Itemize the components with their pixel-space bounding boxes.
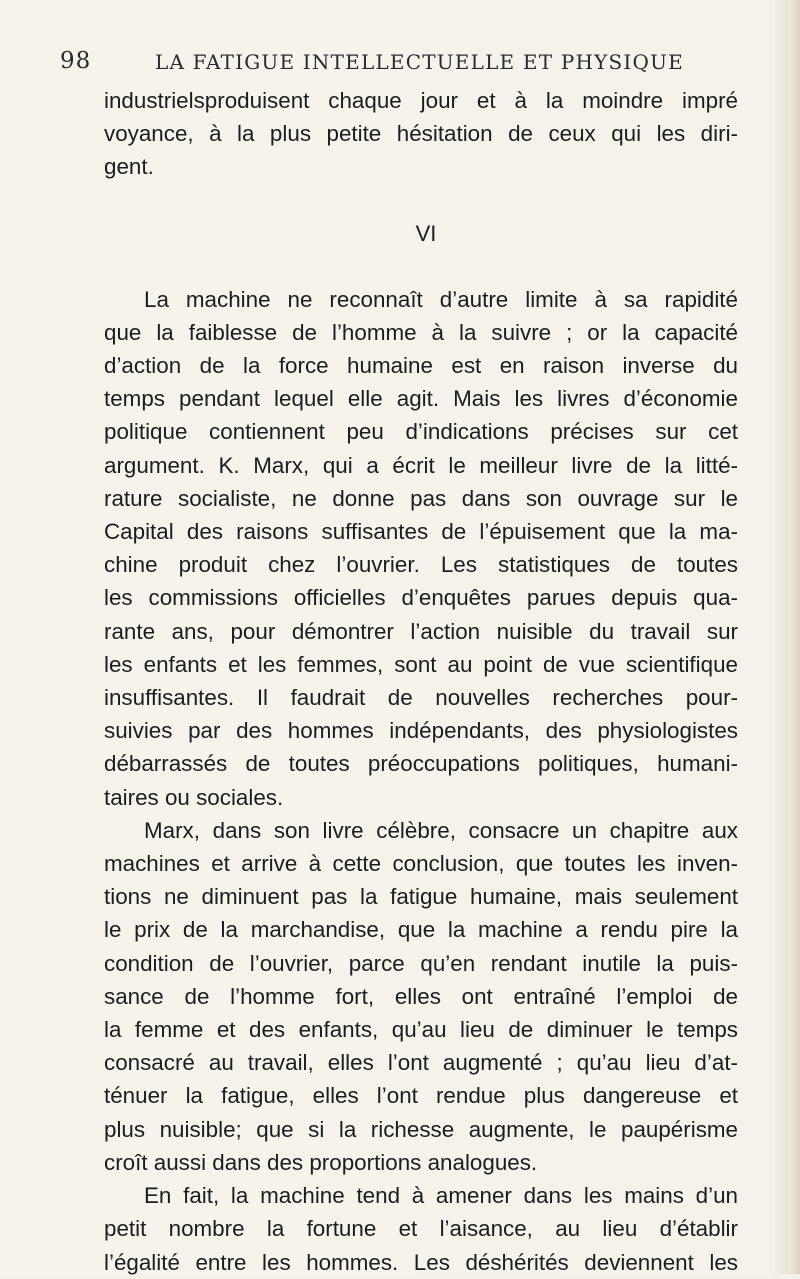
- text-line: rante ans, pour démontrer l’action nuisible du travail sur: [104, 618, 738, 644]
- section-heading: VI: [415, 220, 437, 246]
- text-line: petit nombre la fortune et l’aisance, au lieu d’établir: [104, 1216, 738, 1242]
- text-line: les commissions officielles d’enquêtes parues depuis qua-: [104, 585, 738, 611]
- page-number: 98: [60, 48, 92, 74]
- text-line: temps pendant lequel elle agit. Mais les livres d’économie: [104, 386, 738, 412]
- text-line: que la faiblesse de l’homme à la suivre ; or la capacité: [104, 319, 738, 345]
- text-line: suivies par des hommes indépendants, des physiologistes: [104, 718, 738, 744]
- text-line: En fait, la machine tend à amener dans les mains d’un: [144, 1183, 738, 1209]
- text-line: Marx, dans son livre célèbre, consacre un chapitre aux: [144, 817, 738, 843]
- text-line: insuffisantes. Il faudrait de nouvelles recherches pour-: [104, 685, 738, 711]
- text-line: débarrassés de toutes préoccupations politiques, humani-: [104, 751, 738, 777]
- text-line: le prix de la marchandise, que la machine a rendu pire la: [104, 917, 738, 943]
- body-text: [104, 84, 738, 1279]
- text-line: les enfants et les femmes, sont au point de vue scientifique: [104, 651, 738, 677]
- text-line: voyance, à la plus petite hésitation de ceux qui les diri-: [104, 121, 738, 147]
- running-head: [60, 48, 684, 88]
- text-line: La machine ne reconnaît d’autre limite à sa rapidité: [144, 286, 738, 312]
- paragraph-machine-limits: [104, 283, 738, 814]
- text-line: industrielsproduisent chaque jour et à la moindre impré: [104, 88, 738, 113]
- text-line: condition de l’ouvrier, parce qu’en rendant inutile la puis-: [104, 950, 738, 976]
- text-line: politique contiennent peu d’indications précises sur cet: [104, 419, 738, 445]
- text-line: plus nuisible; que si la richesse augmente, le paupérisme: [104, 1116, 738, 1142]
- text-line: rature socialiste, ne donne pas dans son ouvrage sur le: [104, 485, 738, 511]
- running-title: LA FATIGUE INTELLECTUELLE ET PHYSIQUE: [155, 50, 684, 74]
- text-line: croît aussi dans des proportions analogues.: [104, 1149, 538, 1175]
- text-line: machines et arrive à cette conclusion, que toutes les inven-: [104, 851, 738, 877]
- text-line: Capital des raisons suffisantes de l’épuisement que la ma-: [104, 519, 738, 545]
- text-line: d’action de la force humaine est en raison inverse du: [104, 353, 738, 379]
- text-line: la femme et des enfants, qu’au lieu de diminuer le temps: [104, 1017, 738, 1043]
- text-line: ténuer la fatigue, elles l’ont rendue plus dangereuse et: [104, 1083, 738, 1109]
- paragraph-marx-conclusion: [104, 814, 738, 1179]
- text-line: chine produit chez l’ouvrier. Les statistiques de toutes: [104, 552, 738, 578]
- text-line: gent.: [104, 154, 154, 180]
- text-line: tions ne diminuent pas la fatigue humaine, mais seulement: [104, 884, 738, 910]
- text-line: sance de l’homme fort, elles ont entraîné l’emploi de: [104, 983, 738, 1009]
- text-line: taires ou sociales.: [104, 784, 284, 810]
- text-line: l’égalité entre les hommes. Les déshérités deviennent les: [104, 1249, 738, 1275]
- text-line: consacré au travail, elles l’ont augmenté ; qu’au lieu d’at-: [104, 1050, 738, 1076]
- intro-paragraph: [104, 84, 738, 184]
- text-line: argument. K. Marx, qui a écrit le meilleur livre de la litté-: [104, 452, 738, 478]
- paragraph-fortune: [104, 1179, 738, 1279]
